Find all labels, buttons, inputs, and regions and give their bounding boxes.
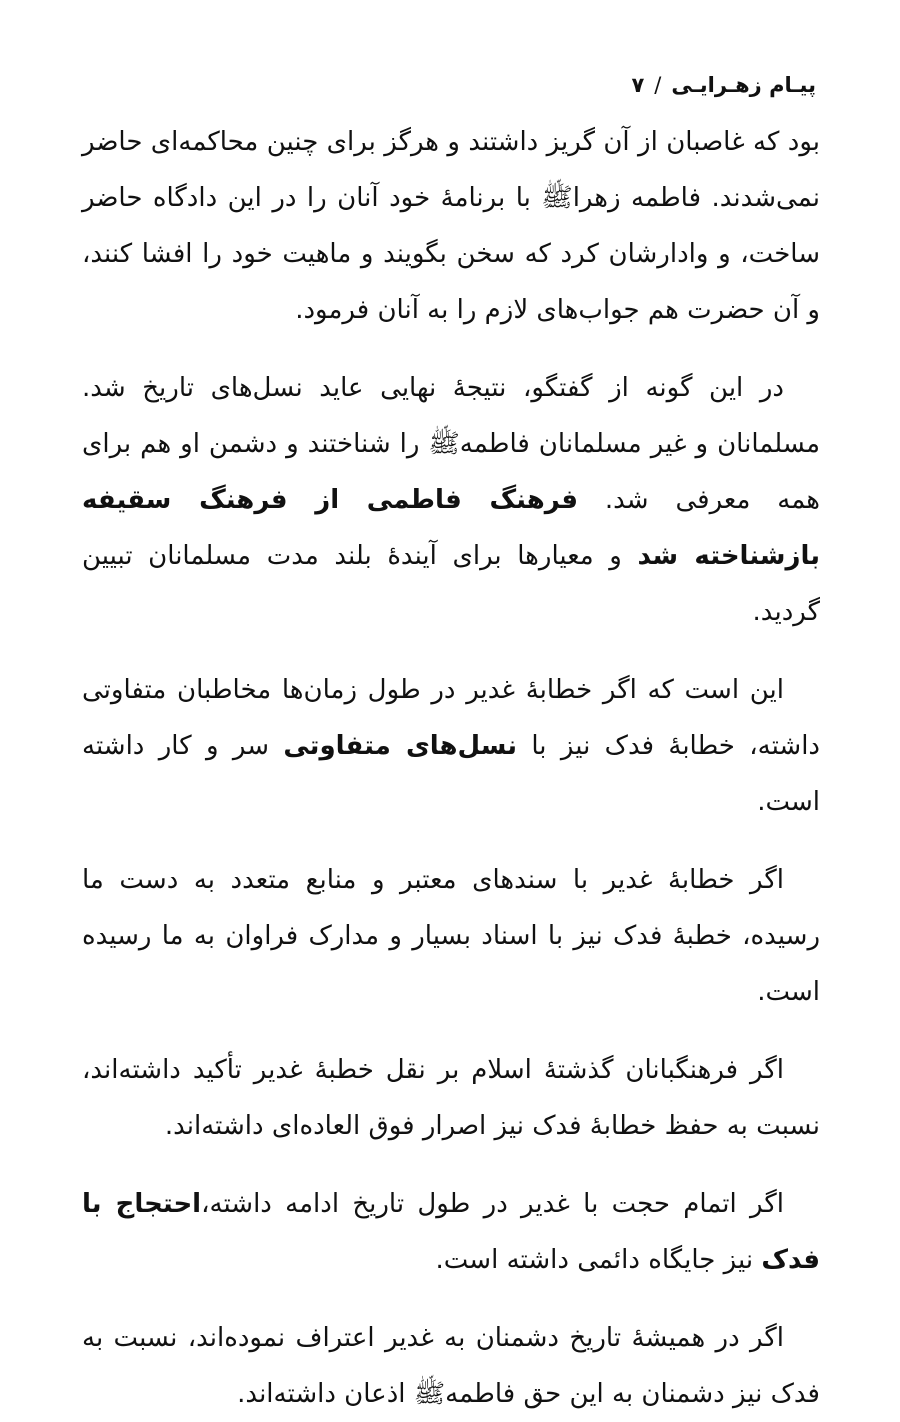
paragraph-text: اگر اتمام حجت با غدیر در طول تاریخ ادامه داشته،: [201, 1189, 784, 1219]
paragraph-7: [82, 1310, 820, 1422]
body-text: [82, 114, 820, 1422]
bold-phrase: نسل‌های متفاوتی: [283, 731, 517, 761]
running-head: [82, 60, 820, 110]
bold-phrase: فرهنگ فاطمی از فرهنگ سقیفه بازشناخته شد: [82, 485, 820, 571]
paragraph-text: اگر در همیشهٔ تاریخ دشمنان به غدیر اعتراف نموده‌اند، نسبت به فدک نیز دشمنان به این حق فاطمهﷺ اذعان داشته‌اند.: [82, 1323, 820, 1409]
paragraph-text: بود که غاصبان از آن گریز داشتند و هرگز برای چنین محاکمه‌ای حاضر نمی‌شدند. فاطمه زهراﷺ با برنامهٔ خود آنان را در این دادگاه حاضر ساخت، و وادارشان کرد که سخن بگویند و ماهیت خود را افشا کنند، و آن حضرت هم جواب‌های لازم را به آنان فرمود.: [82, 127, 820, 325]
paragraph-text: اگر فرهنگبانان گذشتهٔ اسلام بر نقل خطبهٔ غدیر تأکید داشته‌اند، نسبت به حفظ خطابهٔ فدک نیز اصرار فوق العاده‌ای داشته‌اند.: [82, 1055, 820, 1141]
paragraph-2: [82, 360, 820, 640]
paragraph-text: نیز جایگاه دائمی داشته است.: [435, 1245, 762, 1275]
paragraph-text: این است که اگر خطابهٔ غدیر در طول زمان‌ها مخاطبان متفاوتی داشته، خطابهٔ فدک نیز با: [82, 675, 821, 761]
paragraph-6: [82, 1176, 820, 1288]
header-separator: /: [654, 73, 662, 97]
paragraph-5: [82, 1042, 820, 1154]
paragraph-text: و معیارها برای آیندهٔ بلند مدت مسلمانان تبیین گردید.: [82, 541, 820, 627]
paragraph-text: اگر خطابهٔ غدیر با سندهای معتبر و منابع متعدد به دست ما رسیده، خطبهٔ فدک نیز با اسناد بسیار و مدارک فراوان به ما رسیده است.: [82, 865, 820, 1007]
book-page: [82, 60, 820, 1422]
bold-phrase: احتجاج با فدک: [82, 1189, 820, 1275]
paragraph-text: در این گونه از گفتگو، نتیجهٔ نهایی عاید نسل‌های تاریخ شد. مسلمانان و غیر مسلمانان فاطمهﷺ را شناختند و دشمن او هم برای همه معرفی شد.: [82, 373, 820, 515]
paragraph-3: [82, 662, 820, 830]
book-title: پیـام زهـرایـی: [671, 73, 816, 97]
paragraph-4: [82, 852, 820, 1020]
paragraph-text: سر و کار داشته است.: [82, 731, 820, 817]
paragraph-1: [82, 114, 820, 338]
page-number: ۷: [631, 73, 645, 97]
